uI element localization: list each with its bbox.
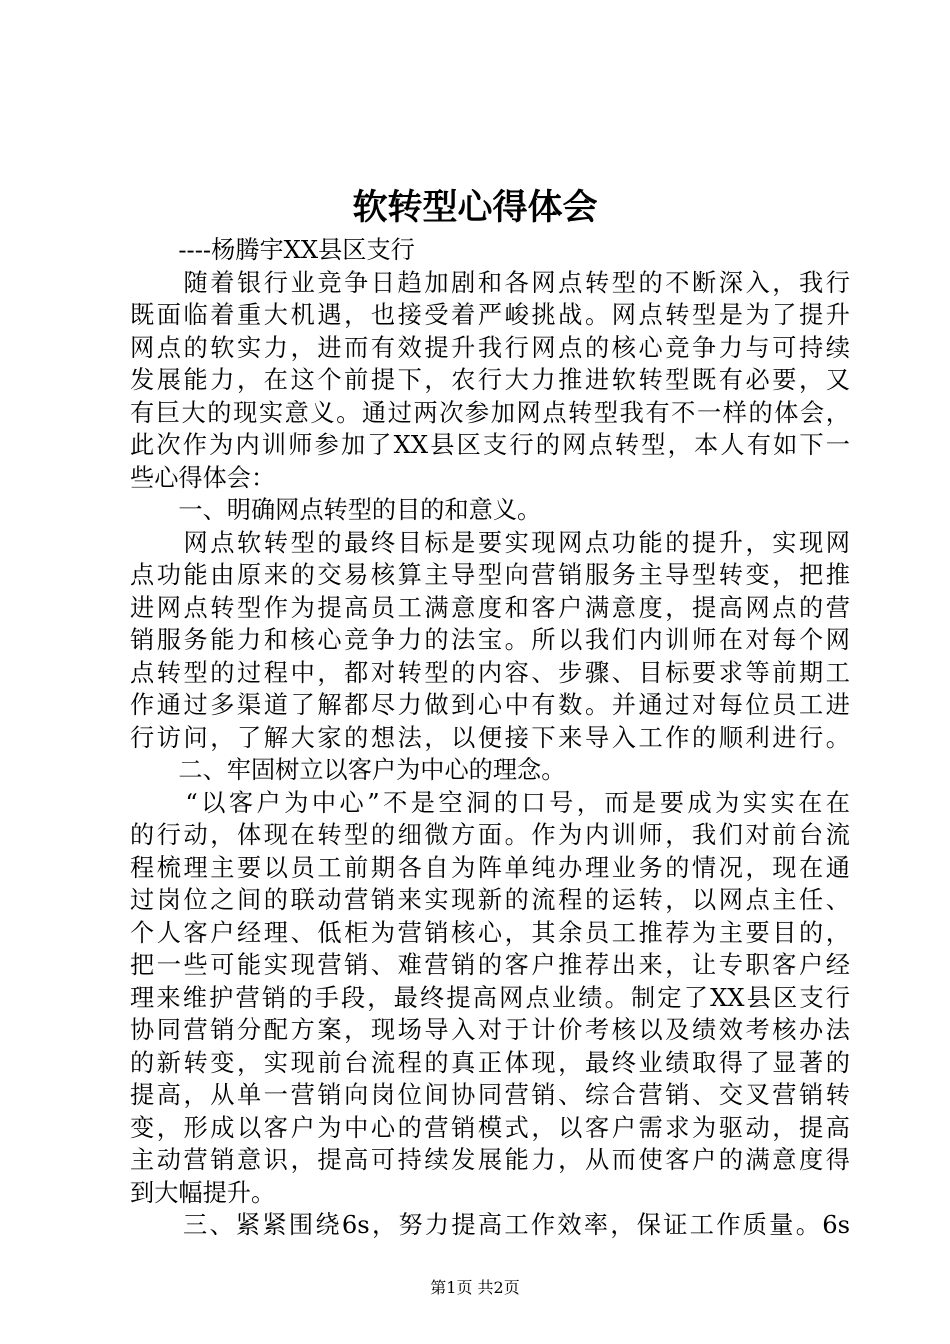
body-text	[130, 234, 850, 1242]
paragraph-line: 网点的软实力，进而有效提升我行网点的核心竞争力与可持续	[130, 333, 850, 362]
page-title: 软转型心得体会	[352, 187, 598, 228]
section-heading: 二、牢固树立以客户为中心的理念。	[130, 756, 566, 784]
paragraph-line: 的新转变，实现前台流程的真正体现，最终业绩取得了显著的	[130, 1048, 850, 1077]
paragraph-line: 进网点转型作为提高员工满意度和客户满意度，提高网点的营	[130, 593, 850, 622]
author-line: ----杨腾宇XX县区支行	[130, 236, 415, 264]
paragraph-line: 变，形成以客户为中心的营销模式，以客户需求为驱动，提高	[130, 1113, 850, 1142]
paragraph-line: 个人客户经理、低柜为营销核心，其余员工推荐为主要目的，	[130, 918, 850, 947]
paragraph-line: 理来维护营销的手段，最终提高网点业绩。制定了XX县区支行	[130, 983, 850, 1012]
paragraph-line: 作通过多渠道了解都尽力做到心中有数。并通过对每位员工进	[130, 691, 850, 719]
paragraph-line: 过岗位之间的联动营销来实现新的流程的运转，以网点主任、	[130, 886, 850, 914]
paragraph-line: 既面临着重大机遇，也接受着严峻挑战。网点转型是为了提升	[130, 301, 850, 329]
paragraph-line: 主动营销意识，提高可持续发展能力，从而使客户的满意度得	[130, 1146, 850, 1174]
section-heading: 三、紧紧围绕6s，努力提高工作效率，保证工作质量。6s	[130, 1211, 850, 1239]
paragraph-line: 的行动，体现在转型的细微方面。作为内训师，我们对前台流	[130, 821, 850, 849]
paragraph-line: 行访问，了解大家的想法，以便接下来导入工作的顺利进行。	[130, 723, 850, 752]
paragraph-line: 此次作为内训师参加了XX县区支行的网点转型，本人有如下一	[130, 431, 850, 459]
paragraph-line: 些心得体会：	[130, 463, 276, 492]
paragraph-line: 提高，从单一营销向岗位间协同营销、综合营销、交叉营销转	[130, 1081, 850, 1109]
paragraph-line: 网点软转型的最终目标是要实现网点功能的提升，实现网	[130, 528, 850, 557]
page-number-footer: 第1页 共2页	[430, 1278, 520, 1297]
paragraph-line: 随着银行业竞争日趋加剧和各网点转型的不断深入，我行	[130, 268, 850, 297]
paragraph-line: 点转型的过程中，都对转型的内容、步骤、目标要求等前期工	[130, 658, 850, 687]
paragraph-line: 发展能力，在这个前提下，农行大力推进软转型既有必要，又	[130, 366, 850, 394]
paragraph-line: “以客户为中心”不是空洞的口号，而是要成为实实在在	[130, 788, 850, 817]
paragraph-line: 点功能由原来的交易核算主导型向营销服务主导型转变，把推	[130, 561, 850, 589]
paragraph-line: 到大幅提升。	[130, 1178, 276, 1207]
paragraph-line: 销服务能力和核心竞争力的法宝。所以我们内训师在对每个网	[130, 626, 850, 654]
section-heading: 一、明确网点转型的目的和意义。	[130, 496, 542, 524]
paragraph-line: 把一些可能实现营销、难营销的客户推荐出来，让专职客户经	[130, 951, 850, 979]
paragraph-line: 有巨大的现实意义。通过两次参加网点转型我有不一样的体会，	[130, 398, 850, 427]
paragraph-line: 协同营销分配方案，现场导入对于计价考核以及绩效考核办法	[130, 1016, 850, 1044]
paragraph-line: 程梳理主要以员工前期各自为阵单纯办理业务的情况，现在通	[130, 853, 850, 882]
